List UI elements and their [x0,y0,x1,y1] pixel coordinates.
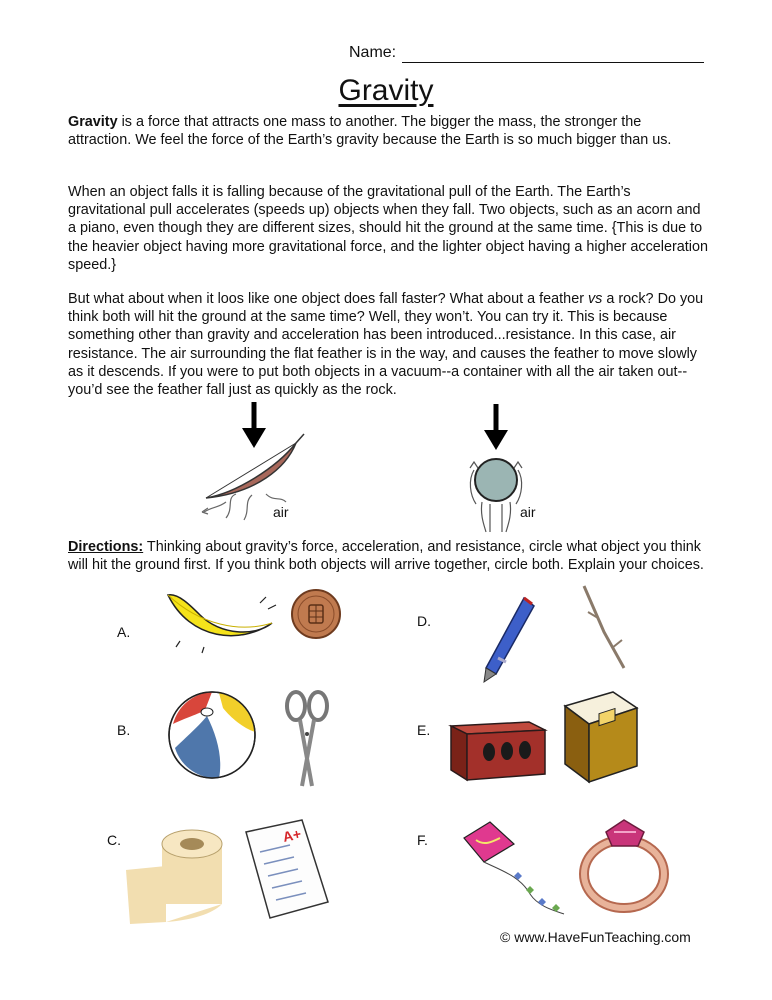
falling-rock-diagram [462,400,522,535]
penny-icon[interactable] [290,588,342,640]
copyright-credit: © www.HaveFunTeaching.com [500,929,691,945]
beach-ball-icon[interactable] [167,688,257,782]
brick-icon[interactable] [445,712,549,784]
air-flow-icon [481,502,486,532]
item-letter-a: A. [117,624,131,640]
feather-air-label: air [273,504,289,520]
falling-paragraph: When an object falls it is falling because of the gravitational pull of the Earth. The Earth’s gravitational pull accelerates (speeds up) objects when they fall. Two objects, such as an acorn and a piano, even though they are different sizes, should hit the ground at the same time. {This is due to the heavier object having more gravitational force, and the lighter object having a higher acceleration speed.} [68,184,708,273]
toilet-paper-icon[interactable] [122,826,234,926]
rock-icon [475,459,517,501]
item-letter-f: F. [417,832,428,848]
resistance-text-1: But what about when it loos like one object does fall faster? What about a feather [68,291,588,307]
directions-heading: Directions: [68,539,144,555]
pen-icon[interactable] [478,592,538,684]
item-letter-d: D. [417,613,431,629]
resistance-text-2: a rock? Do you think both will hit the ground at the same time? Well, they won’t. You can try it. This is because something other than gravity and acceleration has been introduced...resistance. In this case, air resistance. The air surrounding the flat feather is in the way, and causes the feather to move slowly as it descends. If you were to put both objects in a vacuum--a container with all the air taken out--you’d see the feather fall just as quickly as the rock. [68,291,704,399]
directions-text: Thinking about gravity’s force, acceleration, and resistance, circle what object you think will hit the ground first. If you think both objects will arrive together, circle both. Explain your choices. [68,539,704,574]
yellow-feather-icon[interactable] [160,585,280,655]
ring-icon[interactable] [578,814,670,914]
twig-icon[interactable] [578,582,630,672]
intro-paragraph [68,113,708,149]
page-title: Gravity [338,74,434,107]
book-icon[interactable] [555,684,643,786]
air-flow-icon [226,494,236,518]
vs-word: vs [587,291,603,307]
item-letter-c: C. [107,832,121,848]
graded-paper-icon[interactable] [240,816,332,922]
intro-bold-word: Gravity [68,114,118,130]
kite-icon[interactable] [460,820,570,916]
item-letter-b: B. [117,722,131,738]
directions-paragraph [68,538,708,574]
item-letter-e: E. [417,722,431,738]
falling-feather-diagram [196,398,316,533]
rock-air-label: air [520,504,536,520]
name-label: Name: [349,44,397,61]
scissors-icon[interactable] [282,688,332,788]
intro-text: is a force that attracts one mass to another. The bigger the mass, the stronger the attraction. We feel the force of the Earth’s gravity because the Earth is so much bigger than us. [68,114,672,149]
svg-text:A+: A+ [281,825,303,845]
name-write-line[interactable] [402,62,704,63]
resistance-paragraph [68,290,708,399]
